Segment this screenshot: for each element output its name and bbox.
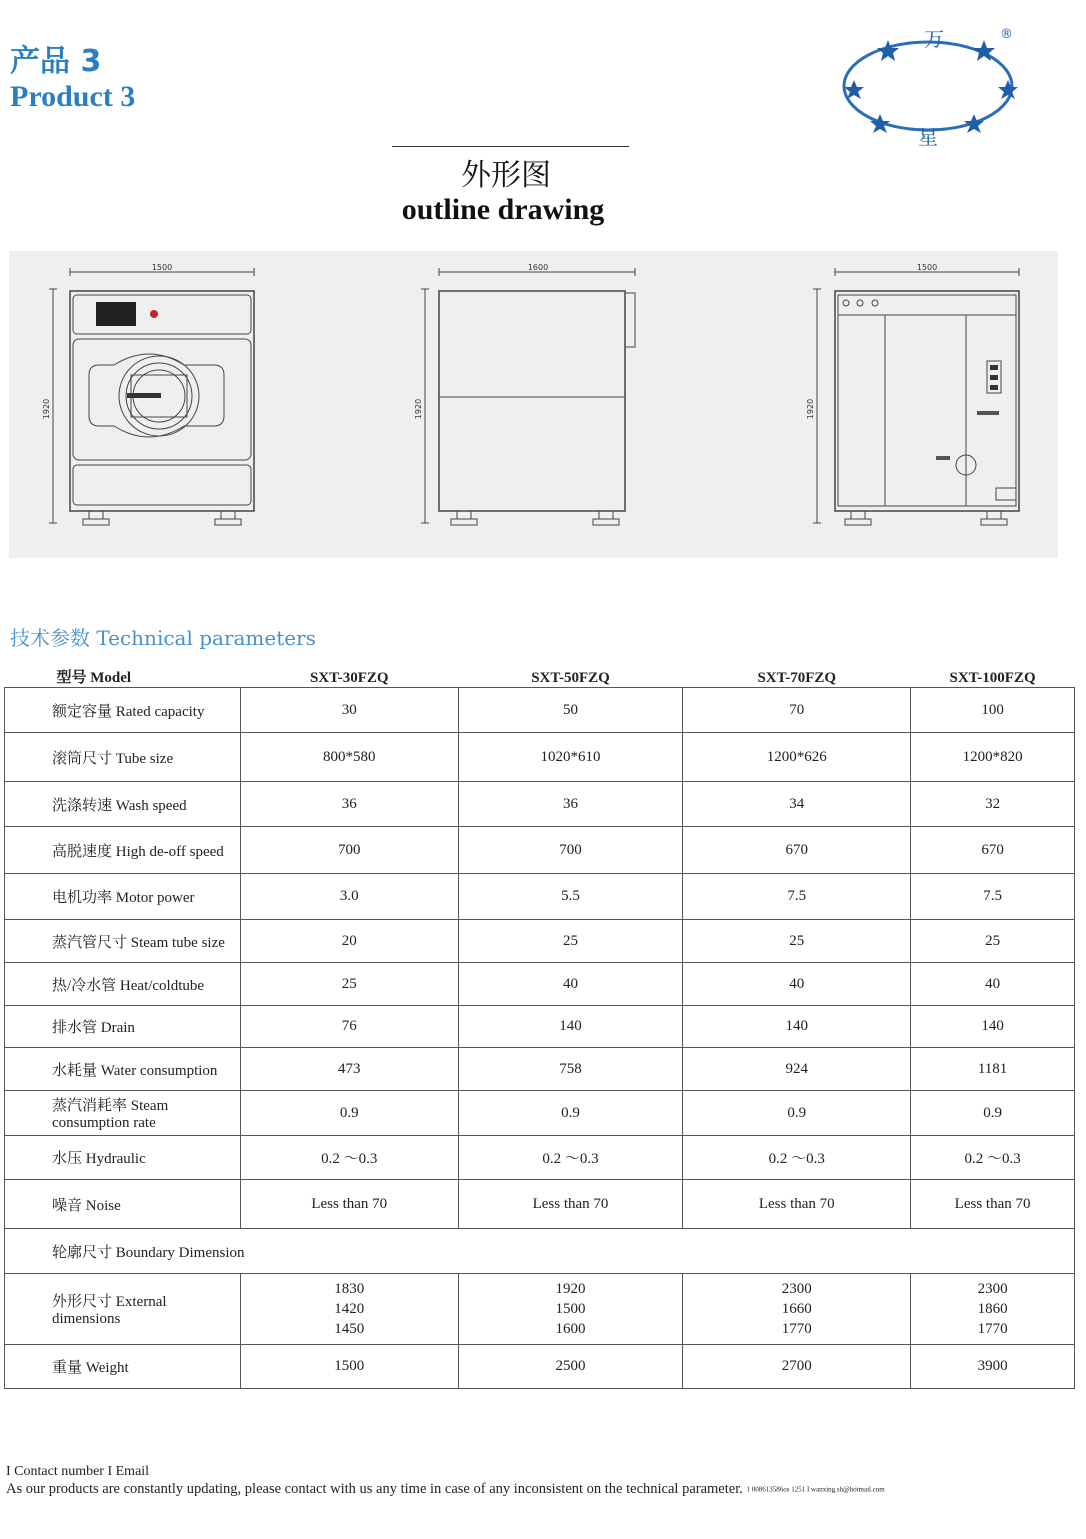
cell-value: 25 xyxy=(240,963,458,1006)
front-view-drawing xyxy=(49,268,254,525)
cell-value xyxy=(240,1274,458,1345)
cell-value: 140 xyxy=(458,1006,683,1048)
dim-height: 1450 xyxy=(334,1321,365,1337)
disclaimer-text: As our products are constantly updating, please contact with us any time in case of any inconsistent on the technical parameter. xyxy=(6,1481,743,1497)
cell-value: 25 xyxy=(683,920,911,963)
cell-value: 140 xyxy=(911,1006,1075,1048)
logo-text-bottom: 星 xyxy=(918,125,938,149)
boundary-dimension-label: 轮廓尺寸 Boundary Dimension xyxy=(5,1229,1075,1274)
contact-line: I Contact number I Email xyxy=(6,1464,150,1479)
dim-length: 1920 xyxy=(555,1281,586,1297)
cell-value: 758 xyxy=(458,1048,683,1091)
row-label: 外形尺寸 External dimensions xyxy=(5,1274,241,1345)
outline-title-en: outline drawing xyxy=(401,193,605,226)
dim-width: 1860 xyxy=(977,1301,1008,1317)
cell-value: 25 xyxy=(911,920,1075,963)
product-title-cn: 产品 3 xyxy=(10,44,102,79)
cell-value: 36 xyxy=(458,782,683,827)
table-row xyxy=(5,827,1075,874)
cell-value: 7.5 xyxy=(911,874,1075,920)
cell-value: 2700 xyxy=(683,1345,911,1389)
cell-value: 32 xyxy=(911,782,1075,827)
cell-value: 20 xyxy=(240,920,458,963)
cell-value: 0.2 ～0.3 xyxy=(911,1136,1075,1180)
row-label: 额定容量 Rated capacity xyxy=(5,688,241,733)
cell-value: 1020*610 xyxy=(458,733,683,782)
header-model: 型号 Model xyxy=(5,664,241,688)
contact-details: 1 008613586os 1251 I wanxing.sh@hotmail.com xyxy=(746,1485,885,1494)
outline-title-cn: 外形图 xyxy=(461,158,551,193)
dim-length: 2300 xyxy=(977,1281,1008,1297)
table-row xyxy=(5,1091,1075,1136)
registered-mark: ® xyxy=(1000,27,1013,42)
row-label: 蒸汽管尺寸 Steam tube size xyxy=(5,920,241,963)
cell-value: 2500 xyxy=(458,1345,683,1389)
cell-value: 3900 xyxy=(911,1345,1075,1389)
table-row xyxy=(5,1048,1075,1091)
dim-width: 1660 xyxy=(781,1301,812,1317)
dim-length: 1830 xyxy=(334,1281,365,1297)
side-width-dimension: 1600 xyxy=(527,263,549,272)
row-label: 水耗量 Water consumption xyxy=(5,1048,241,1091)
dim-height: 1600 xyxy=(555,1321,586,1337)
brand-logo xyxy=(836,22,1036,152)
row-label: 洗涤转速 Wash speed xyxy=(5,782,241,827)
cell-value: 140 xyxy=(683,1006,911,1048)
table-header-row xyxy=(5,664,1075,688)
front-width-dimension: 1500 xyxy=(151,263,173,272)
cell-value: 50 xyxy=(458,688,683,733)
cell-value: 1500 xyxy=(240,1345,458,1389)
cell-value xyxy=(683,1274,911,1345)
row-label: 热/冷水管 Heat/coldtube xyxy=(5,963,241,1006)
external-dimensions-row xyxy=(5,1274,1075,1345)
disclaimer-line xyxy=(6,1481,885,1498)
row-label: 滚筒尺寸 Tube size xyxy=(5,733,241,782)
weight-row xyxy=(5,1345,1075,1389)
title-divider xyxy=(392,146,629,147)
row-label: 电机功率 Motor power xyxy=(5,874,241,920)
cell-value: 1200*820 xyxy=(911,733,1075,782)
side-view-drawing xyxy=(421,268,635,525)
cell-value: 473 xyxy=(240,1048,458,1091)
dim-width: 1420 xyxy=(334,1301,365,1317)
cell-value: 700 xyxy=(458,827,683,874)
cell-value: 1200*626 xyxy=(683,733,911,782)
row-label: 蒸汽消耗率 Steam consumption rate xyxy=(5,1091,241,1136)
cell-value: 670 xyxy=(683,827,911,874)
front-height-dimension: 1920 xyxy=(42,398,51,420)
dim-height: 1770 xyxy=(781,1321,812,1337)
cell-value: 0.9 xyxy=(683,1091,911,1136)
cell-value: 0.9 xyxy=(240,1091,458,1136)
row-label: 噪音 Noise xyxy=(5,1180,241,1229)
cell-value: 36 xyxy=(240,782,458,827)
cell-value: 0.2 ～0.3 xyxy=(683,1136,911,1180)
side-height-dimension: 1920 xyxy=(414,398,423,420)
back-height-dimension: 1920 xyxy=(806,398,815,420)
cell-value: 40 xyxy=(458,963,683,1006)
header-model-col: SXT-70FZQ xyxy=(683,664,911,688)
row-label: 重量 Weight xyxy=(5,1345,241,1389)
table-row xyxy=(5,688,1075,733)
dim-length: 2300 xyxy=(781,1281,812,1297)
row-label: 水压 Hydraulic xyxy=(5,1136,241,1180)
table-row xyxy=(5,920,1075,963)
table-row xyxy=(5,1180,1075,1229)
cell-value: 40 xyxy=(911,963,1075,1006)
back-view-drawing xyxy=(813,268,1019,525)
table-row xyxy=(5,963,1075,1006)
cell-value: 7.5 xyxy=(683,874,911,920)
back-width-dimension: 1500 xyxy=(916,263,938,272)
table-row xyxy=(5,1006,1075,1048)
cell-value xyxy=(911,1274,1075,1345)
header-model-col: SXT-50FZQ xyxy=(458,664,683,688)
product-title-en: Product 3 xyxy=(10,80,136,113)
table-row xyxy=(5,874,1075,920)
cell-value: 924 xyxy=(683,1048,911,1091)
cell-value: 76 xyxy=(240,1006,458,1048)
cell-value: 1181 xyxy=(911,1048,1075,1091)
table-row xyxy=(5,782,1075,827)
cell-value: 800*580 xyxy=(240,733,458,782)
cell-value: Less than 70 xyxy=(911,1180,1075,1229)
cell-value: 670 xyxy=(911,827,1075,874)
cell-value: 5.5 xyxy=(458,874,683,920)
cell-value: Less than 70 xyxy=(458,1180,683,1229)
cell-value: 0.9 xyxy=(911,1091,1075,1136)
cell-value: 25 xyxy=(458,920,683,963)
cell-value: Less than 70 xyxy=(683,1180,911,1229)
header-model-col: SXT-30FZQ xyxy=(240,664,458,688)
cell-value: 40 xyxy=(683,963,911,1006)
technical-parameters-heading: 技术参数 Technical parameters xyxy=(10,626,316,650)
cell-value: 700 xyxy=(240,827,458,874)
cell-value: 100 xyxy=(911,688,1075,733)
technical-parameters-table xyxy=(4,664,1075,1389)
cell-value: 3.0 xyxy=(240,874,458,920)
cell-value: 0.9 xyxy=(458,1091,683,1136)
header-model-col: SXT-100FZQ xyxy=(911,664,1075,688)
cell-value: 0.2 ～0.3 xyxy=(240,1136,458,1180)
cell-value: 34 xyxy=(683,782,911,827)
cell-value: 0.2 ～0.3 xyxy=(458,1136,683,1180)
outline-drawing-svg xyxy=(9,251,1058,558)
dim-height: 1770 xyxy=(977,1321,1008,1337)
cell-value: 30 xyxy=(240,688,458,733)
logo-text-top: 万 xyxy=(924,27,944,51)
row-label: 高脱速度 High de-off speed xyxy=(5,827,241,874)
row-label: 排水管 Drain xyxy=(5,1006,241,1048)
outline-drawing-panel xyxy=(9,251,1058,558)
table-row xyxy=(5,733,1075,782)
dim-width: 1500 xyxy=(555,1301,586,1317)
table-row xyxy=(5,1136,1075,1180)
cell-value: Less than 70 xyxy=(240,1180,458,1229)
cell-value xyxy=(458,1274,683,1345)
boundary-dimension-row xyxy=(5,1229,1075,1274)
cell-value: 70 xyxy=(683,688,911,733)
